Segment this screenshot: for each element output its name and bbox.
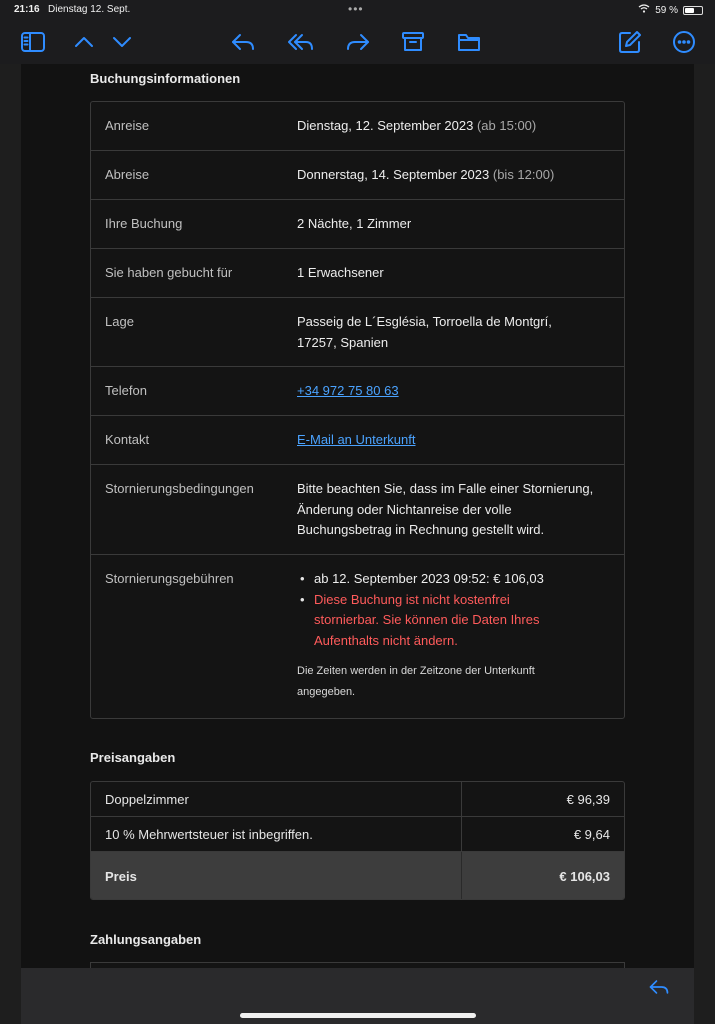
price-section-title: Preisangaben bbox=[90, 750, 176, 765]
booking-section-title: Buchungsinformationen bbox=[90, 71, 241, 86]
status-date: Dienstag 12. Sept. bbox=[48, 4, 131, 15]
checkout-time: (bis 12:00) bbox=[492, 167, 555, 182]
row-value bbox=[297, 381, 612, 402]
checkin-time: (ab 15:00) bbox=[476, 118, 537, 133]
side-margin-right bbox=[694, 64, 715, 1024]
reply-all-icon[interactable] bbox=[287, 28, 315, 56]
side-margin-left bbox=[0, 64, 21, 1024]
row-value bbox=[297, 569, 572, 702]
total-label: Preis bbox=[105, 869, 137, 884]
home-indicator[interactable] bbox=[240, 1013, 476, 1018]
column-divider bbox=[461, 817, 462, 851]
non-refundable-warning: • Diese Buchung ist nicht kostenfrei stornierbar. Sie können die Daten Ihres Aufenthalts nicht ändern. bbox=[297, 590, 572, 652]
booking-info-table bbox=[90, 101, 625, 719]
row-lage bbox=[91, 298, 624, 367]
payment-section-title: Zahlungsangaben bbox=[90, 932, 202, 947]
column-divider bbox=[461, 852, 462, 900]
compose-icon[interactable] bbox=[616, 28, 644, 56]
row-label: Ihre Buchung bbox=[105, 216, 183, 231]
timezone-note: Die Zeiten werden in der Zeitzone der Unterkunft angegeben. bbox=[297, 665, 535, 698]
mail-body[interactable] bbox=[21, 64, 694, 968]
row-value bbox=[297, 430, 612, 451]
row-value: 2 Nächte, 1 Zimmer bbox=[297, 216, 412, 231]
row-label: Anreise bbox=[105, 118, 150, 133]
price-label: Doppelzimmer bbox=[105, 792, 189, 807]
row-value bbox=[297, 165, 612, 186]
row-label: Stornierungsgebühren bbox=[105, 571, 234, 586]
folder-icon[interactable] bbox=[455, 28, 483, 56]
row-stornierungsgebuehren bbox=[91, 555, 624, 718]
row-label: Abreise bbox=[105, 167, 150, 182]
row-value: Passeig de L´Església, Torroella de Montgrí, 17257, Spanien bbox=[297, 314, 552, 350]
fee-list bbox=[297, 569, 572, 651]
price-value: € 9,64 bbox=[573, 827, 610, 842]
row-value: 1 Erwachsener bbox=[297, 265, 384, 280]
row-label: Lage bbox=[105, 314, 134, 329]
row-label: Stornierungsbedingungen bbox=[105, 481, 254, 496]
battery-icon bbox=[683, 6, 703, 15]
row-anreise bbox=[91, 102, 624, 151]
row-label: Kontakt bbox=[105, 432, 150, 447]
checkin-date: Dienstag, 12. September 2023 bbox=[297, 118, 474, 133]
reply-icon[interactable] bbox=[229, 28, 257, 56]
status-right bbox=[638, 4, 703, 16]
price-table bbox=[90, 781, 625, 900]
more-icon[interactable] bbox=[670, 28, 698, 56]
chevron-down-icon[interactable] bbox=[108, 28, 136, 56]
battery-percent: 59 % bbox=[655, 4, 678, 16]
archive-icon[interactable] bbox=[399, 28, 427, 56]
price-row-room bbox=[91, 782, 624, 817]
row-value bbox=[297, 116, 612, 137]
column-divider bbox=[461, 782, 462, 816]
chevron-up-icon[interactable] bbox=[70, 28, 98, 56]
checkout-date: Donnerstag, 14. September 2023 bbox=[297, 167, 490, 182]
price-row-total bbox=[91, 852, 624, 900]
row-value: Bitte beachten Sie, dass im Falle einer Stornierung, Änderung oder Nichtanreise der volle Buchungsbetrag in Rechnung gestellt wird. bbox=[297, 481, 594, 537]
mail-toolbar bbox=[0, 20, 715, 64]
wifi-icon bbox=[638, 4, 650, 16]
fee-item: • ab 12. September 2023 09:52: € 106,03 bbox=[297, 569, 572, 590]
row-kontakt bbox=[91, 416, 624, 465]
sidebar-icon[interactable] bbox=[19, 28, 47, 56]
reply-icon[interactable] bbox=[648, 976, 674, 1002]
row-stornierungsbedingungen bbox=[91, 465, 624, 555]
row-gebucht bbox=[91, 249, 624, 298]
row-buchung bbox=[91, 200, 624, 249]
row-label: Telefon bbox=[105, 383, 147, 398]
price-label: 10 % Mehrwertsteuer ist inbegriffen. bbox=[105, 827, 313, 842]
total-value: € 106,03 bbox=[559, 869, 610, 884]
row-label: Sie haben gebucht für bbox=[105, 265, 233, 280]
price-value: € 96,39 bbox=[566, 792, 610, 807]
multitasking-dots-icon[interactable]: ••• bbox=[348, 2, 364, 16]
forward-icon[interactable] bbox=[344, 28, 372, 56]
status-time: 21:16 bbox=[14, 4, 40, 15]
phone-link[interactable]: +34 972 75 80 63 bbox=[297, 383, 399, 398]
email-property-link[interactable]: E-Mail an Unterkunft bbox=[297, 432, 416, 447]
row-abreise bbox=[91, 151, 624, 200]
status-bar bbox=[0, 0, 715, 20]
row-telefon bbox=[91, 367, 624, 416]
price-row-vat bbox=[91, 817, 624, 852]
